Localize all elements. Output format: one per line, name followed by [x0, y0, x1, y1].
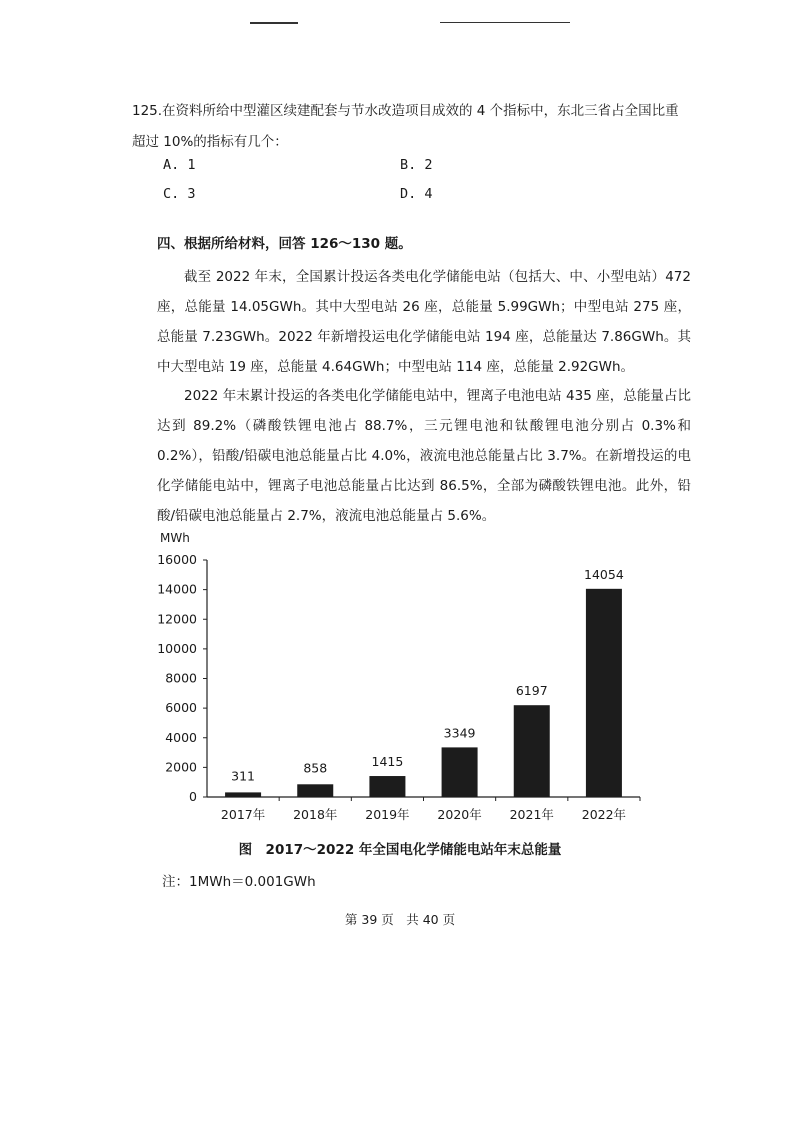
- page-footer: 第 39 页 共 40 页: [344, 912, 456, 927]
- data-label: 14054: [584, 566, 624, 582]
- question-stem: 在资料所给中型灌区续建配套与节水改造项目成效的 4 个指标中，东北三省占全国比重超过 10%的指标有几个：: [132, 103, 679, 150]
- y-tick-label: 0: [189, 789, 197, 804]
- bar-2021年: [514, 705, 550, 797]
- data-label: 311: [231, 768, 256, 784]
- question-number: 125.: [132, 103, 163, 119]
- question-125: [132, 96, 692, 158]
- bar-2022年: [586, 589, 622, 797]
- y-tick-label: 14000: [157, 581, 197, 597]
- y-axis-unit-label: MWh: [160, 531, 190, 545]
- x-tick-label: 2021年: [509, 807, 554, 822]
- header-mark-left: [250, 22, 298, 24]
- y-tick-label: 6000: [165, 700, 197, 716]
- material-paragraph-2: 2022 年末累计投运的各类电化学储能电站中，锂离子电池电站 435 座，总能量占比达到 89.2%（磷酸铁锂电池占 88.7%，三元锂电池和钛酸锂电池分别占 0.3%和 0.2%），铅酸/铅碳电池总能量占比 4.0%，液流电池总能量占比 3.7%。在新增投运的电化学储能电站中，锂离子电池总能量占比达到 86.5%，全部为磷酸铁锂电池。此外，铅酸/铅碳电池总能量占 2.7%，液流电池总能量占 5.6%。: [157, 388, 691, 524]
- data-label: 6197: [515, 683, 548, 699]
- y-tick-label: 12000: [157, 611, 197, 627]
- bar-2018年: [297, 784, 333, 797]
- option-b: B. 2: [400, 157, 433, 173]
- y-tick-label: 10000: [157, 640, 197, 656]
- y-tick-label: 4000: [165, 729, 197, 745]
- y-tick-label: 16000: [157, 552, 197, 567]
- material-paragraph-1: 截至 2022 年末，全国累计投运各类电化学储能电站（包括大、中、小型电站）472 座，总能量 14.05GWh。其中大型电站 26 座，总能量 5.99GWh；中型电站 275 座，总能量 7.23GWh。2022 年新增投运电化学储能电站 194 座，总能量达 7.86GWh。其中大型电站 19 座，总能量 4.64GWh；中型电站 114 座，总能量 2.92GWh。: [157, 269, 691, 375]
- y-tick-label: 8000: [165, 670, 197, 686]
- header-mark-right: [440, 22, 570, 23]
- section-title: 四、根据所给材料，回答 126～130 题。: [157, 236, 412, 252]
- option-d: D. 4: [400, 186, 433, 202]
- x-tick-label: 2017年: [220, 807, 266, 822]
- bar-2020年: [442, 747, 478, 797]
- x-tick-label: 2018年: [293, 807, 338, 822]
- y-tick-label: 2000: [165, 759, 197, 775]
- bar-chart-svg: [150, 520, 670, 830]
- x-tick-label: 2019年: [365, 807, 410, 822]
- data-label: 1415: [371, 754, 404, 770]
- option-a: A. 1: [163, 157, 196, 173]
- x-tick-label: 2020年: [437, 807, 482, 822]
- x-tick-label: 2022年: [581, 807, 627, 822]
- bar-2017年: [225, 792, 261, 797]
- chart-caption: 图 2017～2022 年全国电化学储能电站年末总能量: [238, 842, 562, 858]
- data-label: 858: [303, 760, 328, 776]
- data-label: 3349: [443, 725, 476, 741]
- unit-note: 注：1MWh＝0.001GWh: [162, 874, 316, 890]
- energy-storage-chart: [150, 520, 670, 830]
- bar-2019年: [369, 776, 405, 797]
- option-c: C. 3: [163, 186, 196, 202]
